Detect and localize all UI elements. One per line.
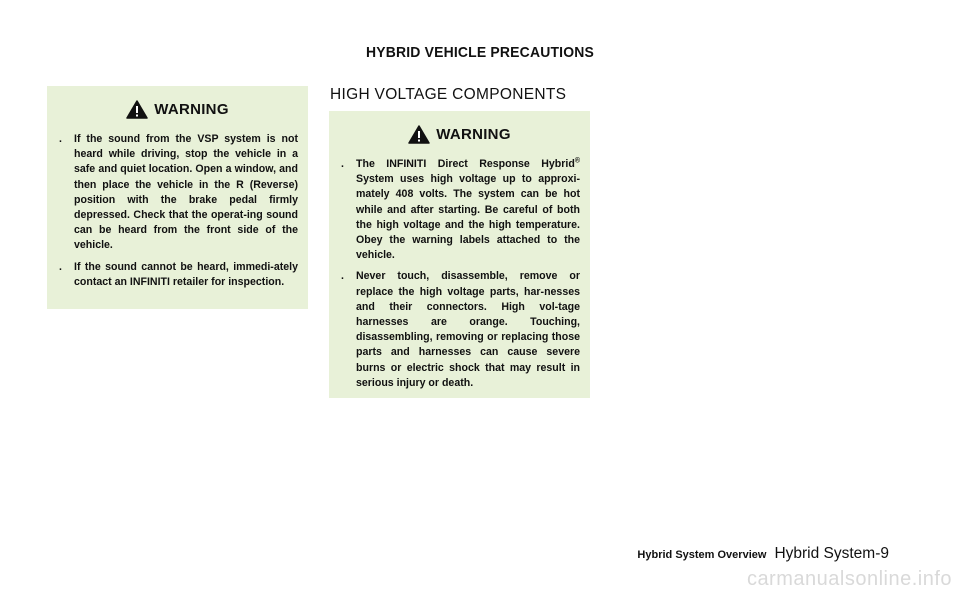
- warning-list: [47, 132, 308, 290]
- page-footer: [637, 545, 889, 563]
- warning-triangle-icon: [408, 125, 430, 144]
- warning-heading-text: WARNING: [436, 125, 511, 143]
- registered-mark: ®: [574, 157, 580, 165]
- bullet: .: [341, 270, 344, 283]
- warning-heading-text: WARNING: [154, 100, 229, 118]
- warning-heading: [329, 121, 590, 147]
- page-header-title: HYBRID VEHICLE PRECAUTIONS: [365, 44, 595, 61]
- list-item: [341, 269, 580, 391]
- list-item: [59, 132, 298, 254]
- bullet: .: [59, 260, 62, 273]
- warning-list: [329, 157, 590, 391]
- list-item-text: If the sound cannot be heard, immedi-ately contact an INFINITI retailer for inspection.: [74, 260, 298, 288]
- warning-triangle-icon: [126, 100, 148, 119]
- section-title: HIGH VOLTAGE COMPONENTS: [330, 86, 567, 103]
- list-item-text-post: System uses high voltage up to approxi-mately 408 volts. The system can be hot while and after starting. Be careful of both the high voltage and the high temperature. Obey the warning labels attached to the vehicle.: [356, 173, 580, 262]
- list-item: [59, 260, 298, 290]
- list-item-text-pre: The INFINITI Direct Response Hybrid: [356, 158, 575, 170]
- list-item-text: Never touch, disassemble, remove or replace the high voltage parts, har-nesses and their connectors. High vol-tage harnesses are orange. Touching, disassembling, removing or replacing those parts and harnesses can cause severe burns or electric shock that may result in serious injury or death.: [356, 270, 580, 389]
- footer-page-number: Hybrid System-9: [774, 545, 889, 562]
- list-item: [341, 157, 580, 263]
- list-item-text: If the sound from the VSP system is not heard while driving, stop the vehicle in a safe and quiet location. Open a window, and then place the vehicle in the R (Reverse) position with the brake pedal firmly depressed. Check that the operat-ing sound can be heard from the front side of the vehicle.: [74, 133, 298, 252]
- watermark: carmanualsonline.info: [746, 568, 952, 590]
- warning-box-high-voltage: [329, 111, 590, 398]
- warning-heading: [47, 96, 308, 122]
- bullet: .: [341, 158, 344, 170]
- footer-section-name: Hybrid System Overview: [637, 549, 767, 561]
- list-item-text: [356, 158, 580, 261]
- bullet: .: [59, 133, 62, 145]
- warning-box-vsp: [47, 86, 308, 309]
